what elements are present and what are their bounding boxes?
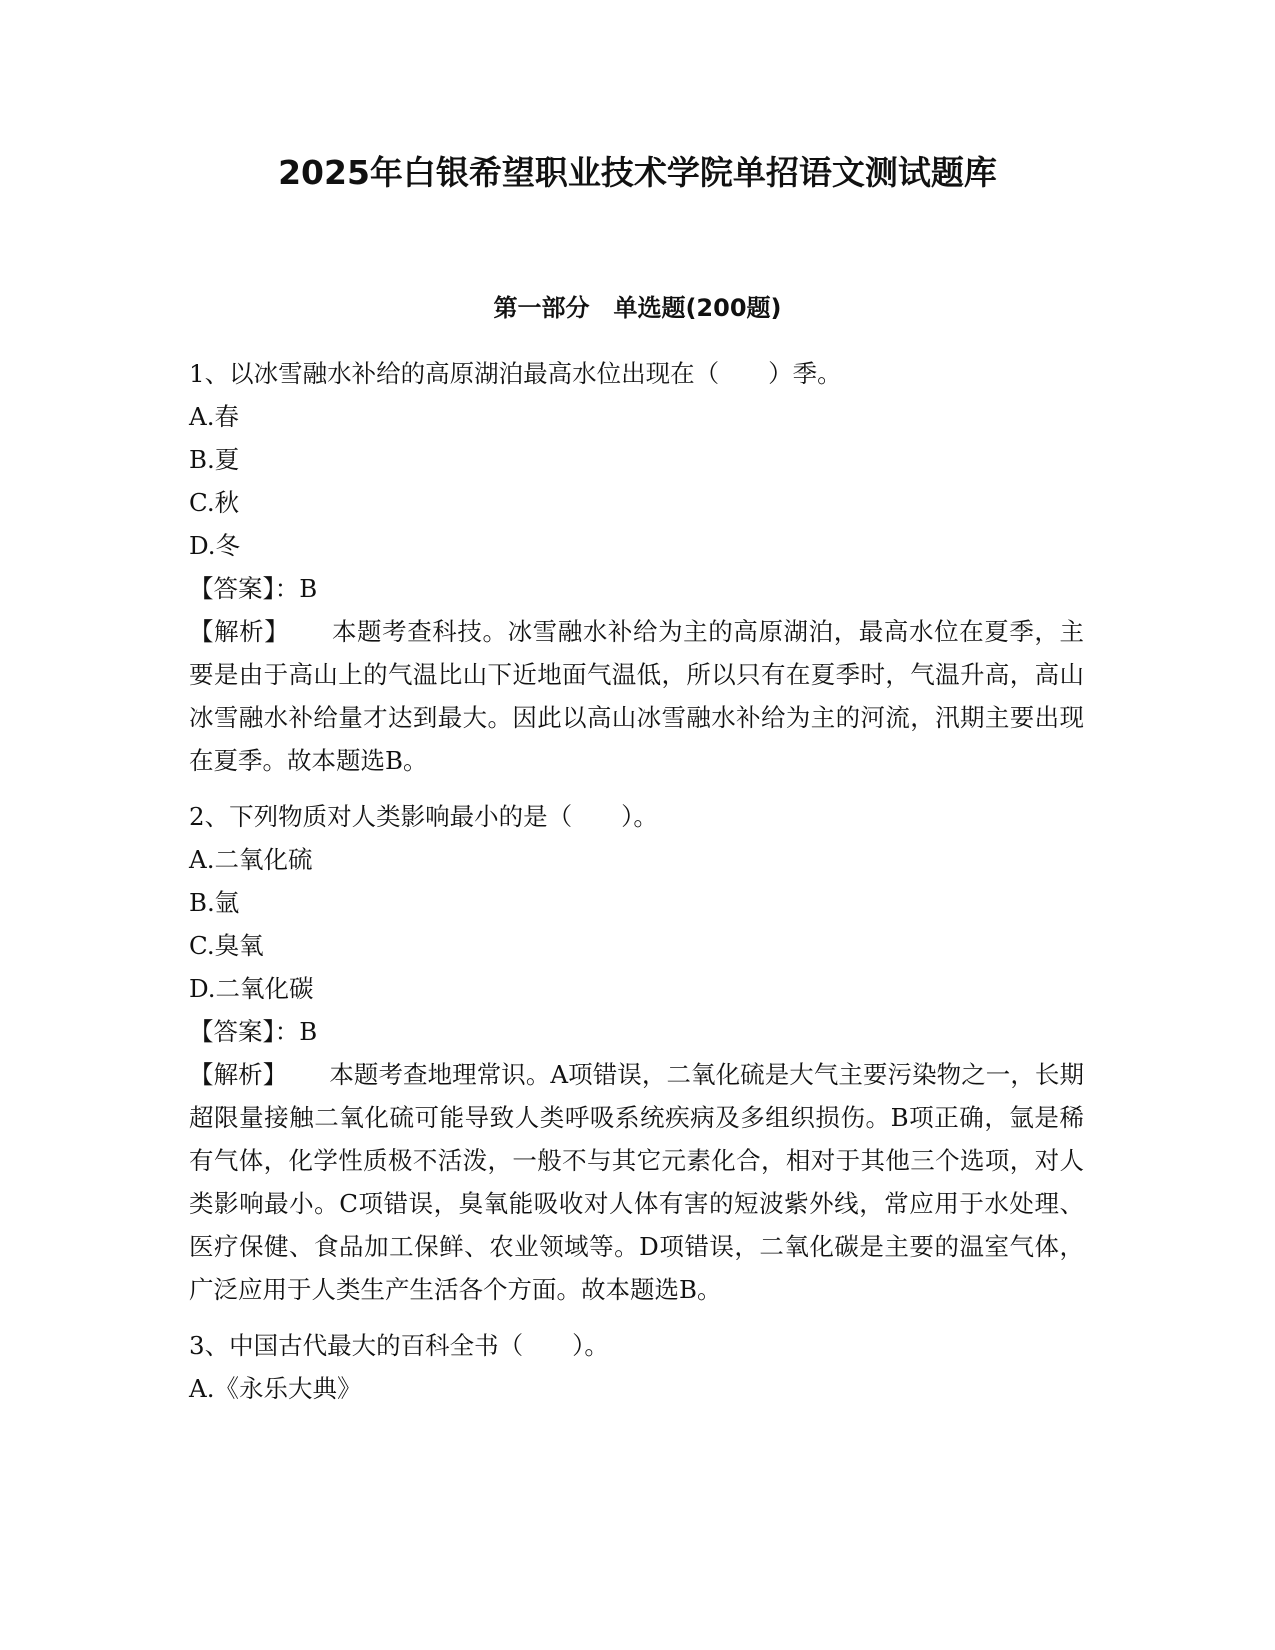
option-b: B.氩 (189, 888, 240, 917)
option-a: A.二氧化硫 (189, 845, 313, 874)
option-d: D.二氧化碳 (189, 974, 314, 1003)
option-c: C.臭氧 (189, 931, 264, 960)
analysis-paragraph (189, 610, 1084, 782)
document-title: 2025年白银希望职业技术学院单招语文测试题库 (278, 153, 997, 192)
analysis-text: 本题考查地理常识。A项错误，二氧化硫是大气主要污染物之一，长期超限量接触二氧化硫可能导致人类呼吸系统疾病及多组织损伤。B项正确，氩是稀有气体，化学性质极不活泼，一般不与其它元素化合，相对于其他三个选项，对人类影响最小。C项错误，臭氧能吸收对人体有害的短波紫外线，常应用于水处理、医疗保健、食品加工保鲜、农业领域等。D项错误，二氧化碳是主要的温室气体，广泛应用于人类生产生活各个方面。故本题选B。 (189, 1060, 1084, 1304)
analysis-label: 【解析】 (189, 617, 290, 646)
question-2 (189, 795, 1084, 1311)
option-a: A.《永乐大典》 (189, 1374, 362, 1403)
option-b: B.夏 (189, 445, 240, 474)
question-1 (189, 352, 1084, 782)
analysis-text: 本题考查科技。冰雪融水补给为主的高原湖泊，最高水位在夏季，主要是由于高山上的气温比山下近地面气温低，所以只有在夏季时，气温升高，高山冰雪融水补给量才达到最大。因此以高山冰雪融水补给为主的河流，汛期主要出现在夏季。故本题选B。 (189, 617, 1085, 775)
option-d: D.冬 (189, 531, 241, 560)
answer-line: 【答案】：B (189, 574, 318, 603)
question-list (189, 352, 1084, 1423)
question-stem: 1、以冰雪融水补给的高原湖泊最高水位出现在（ ）季。 (189, 359, 842, 388)
section-title: 第一部分 单选题(200题) (493, 294, 782, 322)
question-stem: 3、中国古代最大的百科全书（ ）。 (189, 1331, 609, 1360)
question-3 (189, 1324, 1084, 1410)
question-stem: 2、下列物质对人类影响最小的是（ ）。 (189, 802, 658, 831)
answer-line: 【答案】：B (189, 1017, 318, 1046)
analysis-label: 【解析】 (189, 1060, 288, 1089)
analysis-paragraph (189, 1053, 1084, 1311)
option-c: C.秋 (189, 488, 240, 517)
option-a: A.春 (189, 402, 239, 431)
